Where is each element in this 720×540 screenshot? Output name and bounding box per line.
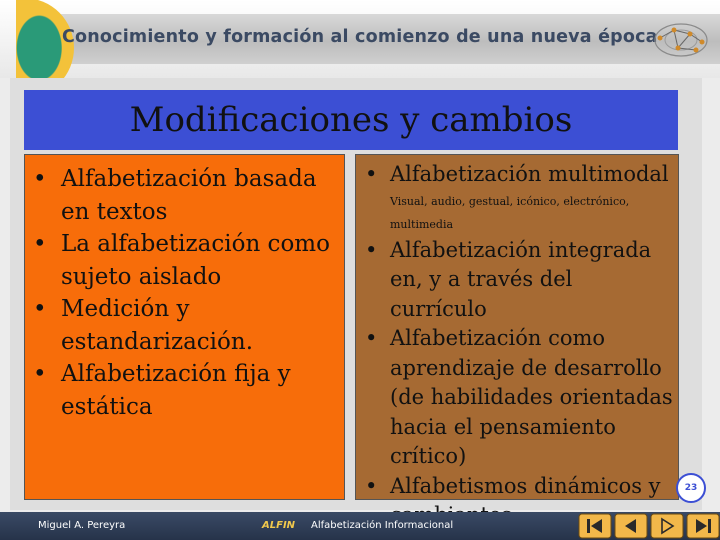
- footer: [0, 512, 720, 540]
- left-bullet-item: • Alfabetización basada en textos: [25, 163, 335, 228]
- left-panel: [24, 154, 345, 500]
- skip-forward-icon: [686, 513, 720, 539]
- right-sub-item: Visual, audio, gestual, icónico, electrónico, multimedia: [390, 194, 630, 231]
- header-title: Conocimiento y formación al comienzo de una nueva época: [62, 27, 658, 47]
- nav-last-button[interactable]: [686, 513, 720, 539]
- nav-next-button[interactable]: [650, 513, 684, 539]
- network-logo-icon: [652, 20, 710, 60]
- footer-subtitle: Alfabetización Informacional: [311, 520, 454, 531]
- play-forward-icon: [650, 513, 684, 539]
- left-bullet-list: [25, 163, 335, 423]
- left-bullet-item: • Alfabetización fija y estática: [25, 358, 335, 423]
- footer-author: Miguel A. Pereyra: [38, 520, 126, 531]
- left-bullet-item: • La alfabetización como sujeto aislado: [25, 228, 335, 293]
- slide-title-bar: [24, 90, 678, 150]
- right-bullet-list: [356, 160, 674, 531]
- nav-first-button[interactable]: [578, 513, 612, 539]
- nav-prev-button[interactable]: [614, 513, 648, 539]
- right-bullet-item: • Alfabetismos dinámicos y: [356, 472, 674, 531]
- right-bullet-item: • Alfabetización integrada en, y a través del currículo: [356, 236, 674, 325]
- header: [0, 0, 720, 78]
- page-number-badge: 23: [676, 473, 706, 503]
- right-panel: [355, 154, 679, 500]
- right-bullet-item: • Alfabetización multimodal: [356, 160, 674, 190]
- footer-brand: ALFIN: [262, 520, 296, 531]
- play-back-icon: [614, 513, 648, 539]
- right-bullet-item: • Alfabetización como aprendizaje de desarrollo (de habilidades orientadas hacia el pensamiento crítico): [356, 324, 674, 472]
- slide-title: Modificaciones y cambios: [129, 100, 573, 140]
- left-bullet-item: • Medición y estandarización.: [25, 293, 335, 358]
- skip-back-icon: [578, 513, 612, 539]
